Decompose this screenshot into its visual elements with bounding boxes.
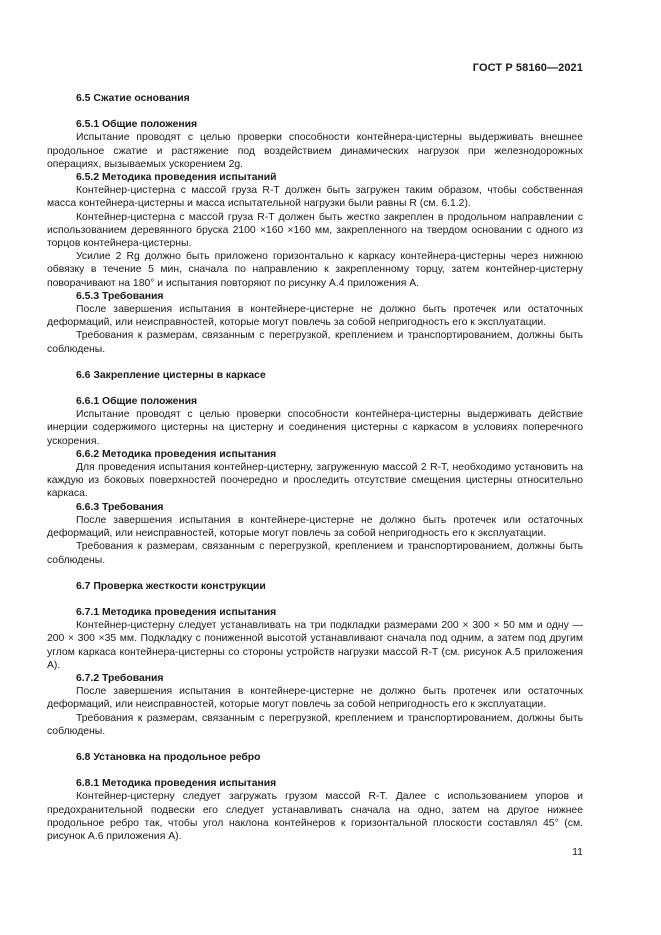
paragraph: Контейнер-цистерна с массой груза R-T должен быть жестко закреплен в продольном направлении с использованием деревянного бруска 2100 ×160 ×160 мм, закрепленного на твердом основании с одного из торцов контейнера-цистерны.: [47, 211, 583, 250]
subsection-heading: 6.7.2 Требования: [76, 672, 164, 684]
subsection-heading: 6.5.2 Методика проведения испытаний: [76, 172, 277, 184]
section-heading: 6.5 Сжатие основания: [76, 93, 190, 104]
paragraph: Контейнер-цистерна с массой груза R-T должен быть загружен таким образом, чтобы собственная масса контейнера-цистерны и масса испытательной нагрузки были равны R (см. 6.1.2).: [47, 185, 583, 210]
subsection-heading: 6.6.1 Общие положения: [76, 396, 198, 408]
subsection-heading: 6.6.3 Требования: [76, 501, 164, 513]
subsection-heading: 6.5.3 Требования: [76, 290, 164, 302]
paragraph: Контейнер-цистерну следует загружать грузом массой R-T. Далее с использованием упоров и предохранительной подвески его следует устанавливать сначала на одно, затем на другое нижнее продольное ребро так, чтобы угол наклона контейнеров к горизонтальной плоскости составлял 45° (см. рисунок А.6 приложения А).: [47, 791, 583, 842]
document-body: [47, 92, 583, 843]
section-heading: 6.6 Закрепление цистерны в каркасе: [76, 369, 266, 381]
paragraph: Требования к размерам, связанным с перегрузкой, креплением и транспортированием, должны быть соблюдены.: [47, 712, 583, 737]
paragraph: Испытание проводят с целью проверки способности контейнера-цистерны выдерживать внешнее продольное сжатие и растяжение под воздействием динамических нагрузок при железнодорожных операциях, вызываемых ускорением 2g.: [47, 132, 583, 170]
document-code: ГОСТ Р 58160—2021: [472, 62, 583, 74]
paragraph: Для проведения испытания контейнер-цистерну, загруженную массой 2 R-T, необходимо установить на каждую из боковых поверхностей поочередно и проследить отсутствие смещения цистерны относительно каркаса.: [47, 462, 583, 500]
paragraph: Усилие 2 Rg должно быть приложено горизонтально к каркасу контейнера-цистерны через нижнюю обвязку в течение 5 мин, сначала по направлению к закрепленному торцу, затем контейнер-цистерну поворачивают на 180° и испытания повторяют по рисунку А.4 приложения А.: [47, 251, 583, 289]
paragraph: Испытание проводят с целью проверки способности контейнера-цистерны выдерживать действие инерции содержимого цистерны на цистерну и соединения цистерны с каркасом в условиях поперечного ускорения.: [47, 409, 583, 447]
paragraph: После завершения испытания в контейнере-цистерне не должно быть протечек или остаточных деформаций, или неисправностей, которые могут повлечь за собой непригодность его к эксплуатации.: [47, 686, 583, 711]
subsection-heading: 6.6.2 Методика проведения испытания: [76, 448, 277, 460]
paragraph: Требования к размерам, связанным с перегрузкой, креплением и транспортированием, должны быть соблюдены.: [47, 330, 583, 355]
spacer: [47, 382, 583, 395]
subsection-heading: 6.7.1 Методика проведения испытания: [76, 606, 277, 618]
spacer: [47, 567, 583, 580]
section-heading: 6.8 Установка на продольное ребро: [76, 751, 261, 763]
spacer: [47, 738, 583, 751]
spacer: [47, 593, 583, 606]
spacer: [47, 105, 583, 118]
section-heading: 6.7 Проверка жесткости конструкции: [76, 580, 266, 592]
page-number: 11: [572, 846, 583, 858]
spacer: [47, 356, 583, 369]
subsection-heading: 6.5.1 Общие положения: [76, 119, 198, 131]
paragraph: Контейнер-цистерну следует устанавливать на три подкладки размерами 200 × 300 × 50 мм и одну — 200 × 300 ×35 мм. Подкладку с пониженной высотой устанавливают сначала под одним, а затем под другим углом каркаса контейнера-цистерны со стороны устройств нагрузки массой R-T (см. рисунок А.5 приложения А).: [47, 620, 583, 671]
spacer: [47, 764, 583, 777]
paragraph: Требования к размерам, связанным с перегрузкой, креплением и транспортированием, должны быть соблюдены.: [47, 541, 583, 566]
paragraph: После завершения испытания в контейнере-цистерне не должно быть протечек или остаточных деформаций, или неисправностей, которые могут повлечь за собой непригодность его к эксплуатации.: [47, 514, 583, 540]
paragraph: После завершения испытания в контейнере-цистерне не должно быть протечек или остаточных деформаций, или неисправностей, которые могут повлечь за собой непригодность его к эксплуатации.: [47, 304, 583, 329]
subsection-heading: 6.8.1 Методика проведения испытания: [76, 778, 277, 790]
